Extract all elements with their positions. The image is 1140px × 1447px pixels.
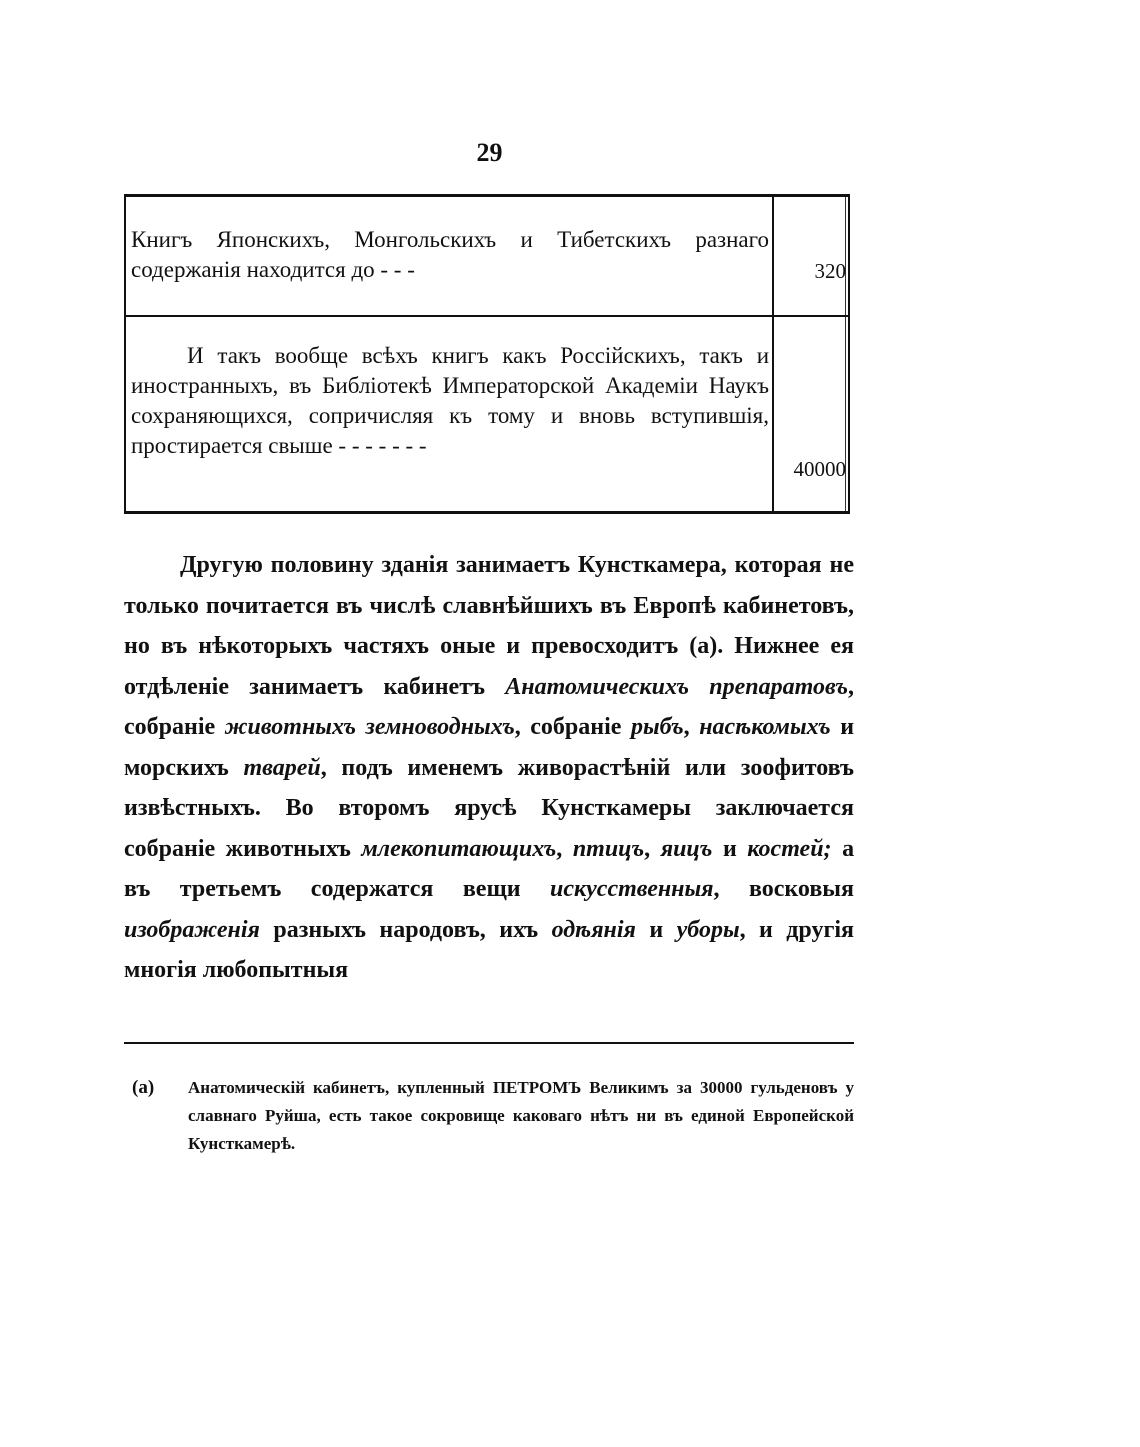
text-run: , восковыя	[713, 876, 854, 902]
text-run: , подъ именемъ живорастѣній или зоофитовъ извѣстныхъ. Во второмъ ярусѣ Кунсткамеры заключается собраніе животныхъ	[124, 754, 855, 862]
text-run: ,	[644, 835, 651, 862]
text-run: и морскихъ	[124, 714, 855, 781]
italic-run: искусственныя	[549, 876, 714, 902]
text-run: и	[649, 916, 664, 943]
italic-run: костей;	[747, 835, 832, 862]
text-run: Другую половину зданія занимаетъ Кунсткамера, которая не только почитается въ числѣ славнѣйшихъ въ Европѣ кабинетовъ, но въ нѣкоторыхъ частяхъ оные и превосходитъ (а). Нижнее ея отдѣленіе занимаетъ кабинетъ	[124, 552, 854, 700]
text-run: разныхъ народовъ, ихъ	[273, 916, 539, 943]
italic-run: животныхъ земноводныхъ	[224, 714, 515, 740]
italic-run: изображенія	[124, 916, 260, 943]
table-row-2-text: И такъ вообще всѣхъ книгъ какъ Россійскихъ, такъ и иностранныхъ, въ Библіотекѣ Императорской Академіи Наукъ сохраняющихся, сопричисляя къ тому и вновь вступившія, простирается свыше - - - - - - -	[131, 343, 769, 458]
page-number: 29	[476, 138, 503, 167]
summary-table	[124, 194, 850, 514]
table-row-1-text: Книгъ Японскихъ, Монгольскихъ и Тибетскихъ разнаго содержанія находится до - - -	[131, 227, 769, 282]
italic-run: яицъ	[660, 835, 713, 862]
italic-run: рыбъ	[630, 714, 684, 740]
table-row-divider	[126, 315, 848, 317]
italic-run: Анатомическихъ препаратовъ	[505, 673, 849, 700]
italic-run: млекопитающихъ	[361, 835, 557, 862]
body-paragraph	[124, 545, 854, 991]
italic-run: тварей	[243, 754, 321, 781]
text-run: ,	[556, 835, 563, 862]
footnote-marker: (а)	[132, 1077, 155, 1098]
footnote-separator	[124, 1042, 854, 1044]
italic-run: уборы	[676, 916, 740, 943]
text-run: , и другія многія любопытныя	[124, 916, 855, 983]
footnote-text: Анатомическій кабинетъ, купленный ПЕТРОМЪ Великимъ за 30000 гульденовъ у славнаго Руйша, есть такое сокровище каковаго нѣтъ ни въ единой Европейской Кунсткамерѣ.	[188, 1078, 854, 1153]
text-run: и	[722, 835, 737, 862]
text-run: , собраніе	[514, 714, 622, 740]
footnote	[132, 1074, 854, 1158]
italic-run: насѣкомыхъ	[699, 714, 831, 740]
table-row-2-value: 40000	[793, 457, 846, 481]
table-row-1-value: 320	[814, 259, 846, 283]
table-column-divider	[772, 197, 774, 511]
text-run: , собраніе	[124, 673, 855, 740]
text-run: а въ третьемъ содержатся вещи	[124, 835, 855, 902]
italic-run: птицъ	[572, 835, 645, 862]
text-run: ,	[683, 714, 690, 740]
italic-run: одѣянія	[551, 916, 636, 943]
